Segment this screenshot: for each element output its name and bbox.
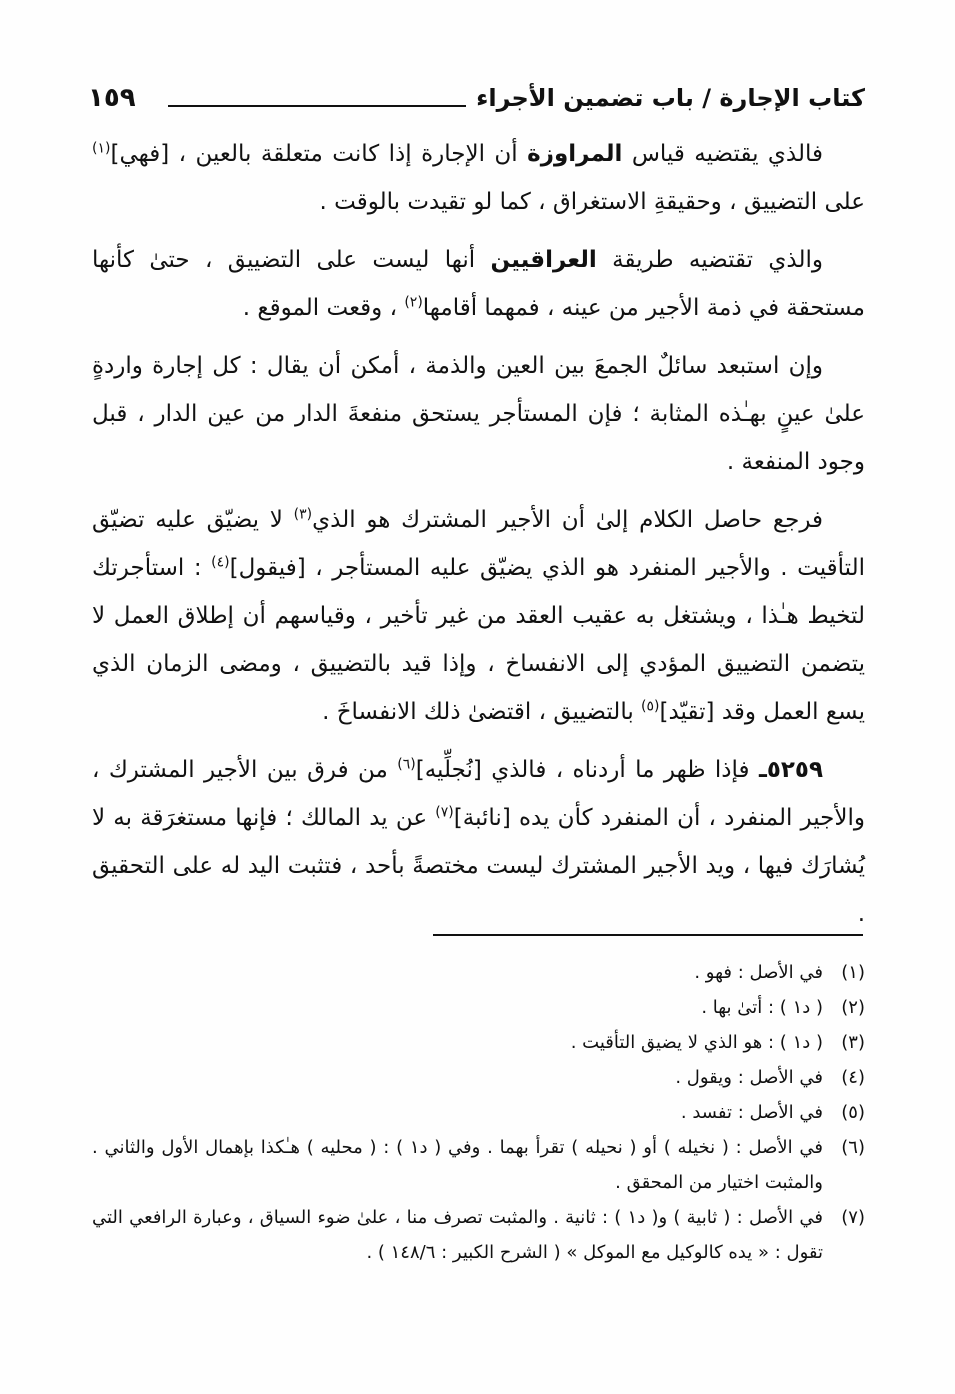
text-run: أنها ليست على التضييق ، حتىٰ كأنها مستحقة في ذمة الأجير من عينه ، فمهما أقامها [92, 247, 865, 321]
footnote-number: (٤) [841, 1067, 865, 1088]
footnote [92, 1200, 865, 1270]
paragraph-5 [92, 746, 865, 938]
footnote-text: في الأصل : تفسد . [680, 1102, 823, 1123]
text-run: فرجع حاصل الكلام إلىٰ أن الأجير المشترك هو الذي [312, 507, 823, 533]
text-run: ، وقعت الموقع . [242, 295, 405, 321]
footnote-ref: (٢) [404, 294, 423, 311]
footnote [92, 1060, 865, 1095]
footnote-ref: (٦) [397, 756, 416, 773]
footnote-separator [433, 934, 863, 936]
footnote-number: (١) [841, 962, 865, 983]
text-run: أن الإجارة إذا كانت متعلقة بالعين ، [فهي] [110, 141, 528, 167]
bold-term: المراوزة [527, 141, 623, 167]
paragraph-3: وإن استبعد سائلٌ الجمعَ بين العين والذمة ، أمكن أن يقال : كل إجارة واردةٍ علىٰ عينٍ بهـٰذه المثابة ؛ فإن المستأجر يستحق منفعةَ الدار من عين الدار ، قبل وجود المنفعة . [92, 353, 865, 475]
text-run: من فرق بين الأجير المشترك ، والأجير المنفرد ، أن المنفرد كأن يده [نائبة] [92, 757, 865, 831]
footnote-ref: (١) [92, 140, 111, 157]
page-header [88, 76, 865, 120]
footnote-ref: (٣) [293, 506, 313, 523]
header-rule [168, 105, 466, 107]
footnote [92, 1025, 865, 1060]
footnote-ref: (٥) [641, 698, 660, 715]
issue-number: ٥٢٥٩ـ [758, 757, 823, 783]
paragraph-1 [92, 130, 865, 226]
footnote-text: في الأصل : ويقول . [675, 1067, 823, 1088]
paragraph-4 [92, 496, 865, 736]
main-text [92, 130, 865, 948]
text-run: : استأجرتك لتخيط هـٰذا ، ويشتغل به عقيب العقد من غير تأخير ، وقياسهم أن إطلاق العمل لا يتضمن التضييق المؤدي إلى الانفساخ ، وإذا قيد بالتضييق ، ومضى الزمان الذي يسع العمل وقد [تقيّد] [92, 555, 865, 725]
footnote-ref: (٤) [211, 554, 230, 571]
footnote-number: (٣) [841, 1032, 865, 1053]
footnote-text: في الأصل : فهو . [694, 962, 823, 983]
footnote-text: ( د١ ) : هو الذي لا يضيق التأقيت . [570, 1032, 823, 1053]
text-run: فإذا ظهر ما أردناه ، فالذي [نُجلِّيه] [415, 757, 759, 783]
page-number: ١٥٩ [88, 83, 136, 113]
footnote-number: (٧) [841, 1207, 865, 1228]
text-run: لا يضيّق عليه تضيّق التأقيت . والأجير المنفرد هو الذي يضيّق عليه المستأجر ، [فيقول] [92, 507, 865, 581]
bold-term: العراقيين [490, 247, 597, 273]
text-run: عن يد المالك ؛ فإنها مستغرَقة به لا يُشارَك فيها ، ويد الأجير المشترك ليست مختصةً بأحد ، فتثبت اليد له على التحقيق . [92, 805, 865, 927]
footnote [92, 955, 865, 990]
footnote [92, 990, 865, 1025]
footnote-text: في الأصل : ( ثابية ) و( د١ ) : ثانية . والمثبت تصرف منا ، علىٰ ضوء السياق ، وعبارة الرافعي التي تقول : « يده كالوكيل مع الموكل » ( الشرح الكبير : ١٤٨/٦ ) . [92, 1207, 823, 1263]
running-title: كتاب الإجارة / باب تضمين الأجراء [476, 84, 865, 112]
footnote-number: (٥) [841, 1102, 865, 1123]
footnote-text: في الأصل : ( نخيله ) أو ( نحيله ) تقرأ بهما . وفي ( د١ ) : ( محليه ) هـٰكذا بإهمال الأول والثاني . والمثبت اختيار من المحقق . [92, 1137, 823, 1193]
footnotes [92, 955, 865, 1270]
footnote-ref: (٧) [435, 804, 454, 821]
text-run: بالتضييق ، اقتضىٰ ذلك الانفساخَ . [322, 699, 642, 725]
footnote-number: (٦) [841, 1137, 865, 1158]
footnote [92, 1095, 865, 1130]
text-run: على التضييق ، وحقيقةِ الاستغراق ، كما لو تقيدت بالوقت . [319, 189, 865, 215]
footnote-number: (٢) [841, 997, 865, 1018]
footnote [92, 1130, 865, 1200]
footnote-text: ( د١ ) : أتىٰ بها . [701, 997, 823, 1018]
text-run: والذي تقتضيه طريقة [596, 247, 823, 273]
text-run: فالذي يقتضيه قياس [622, 141, 823, 167]
paragraph-2 [92, 236, 865, 332]
